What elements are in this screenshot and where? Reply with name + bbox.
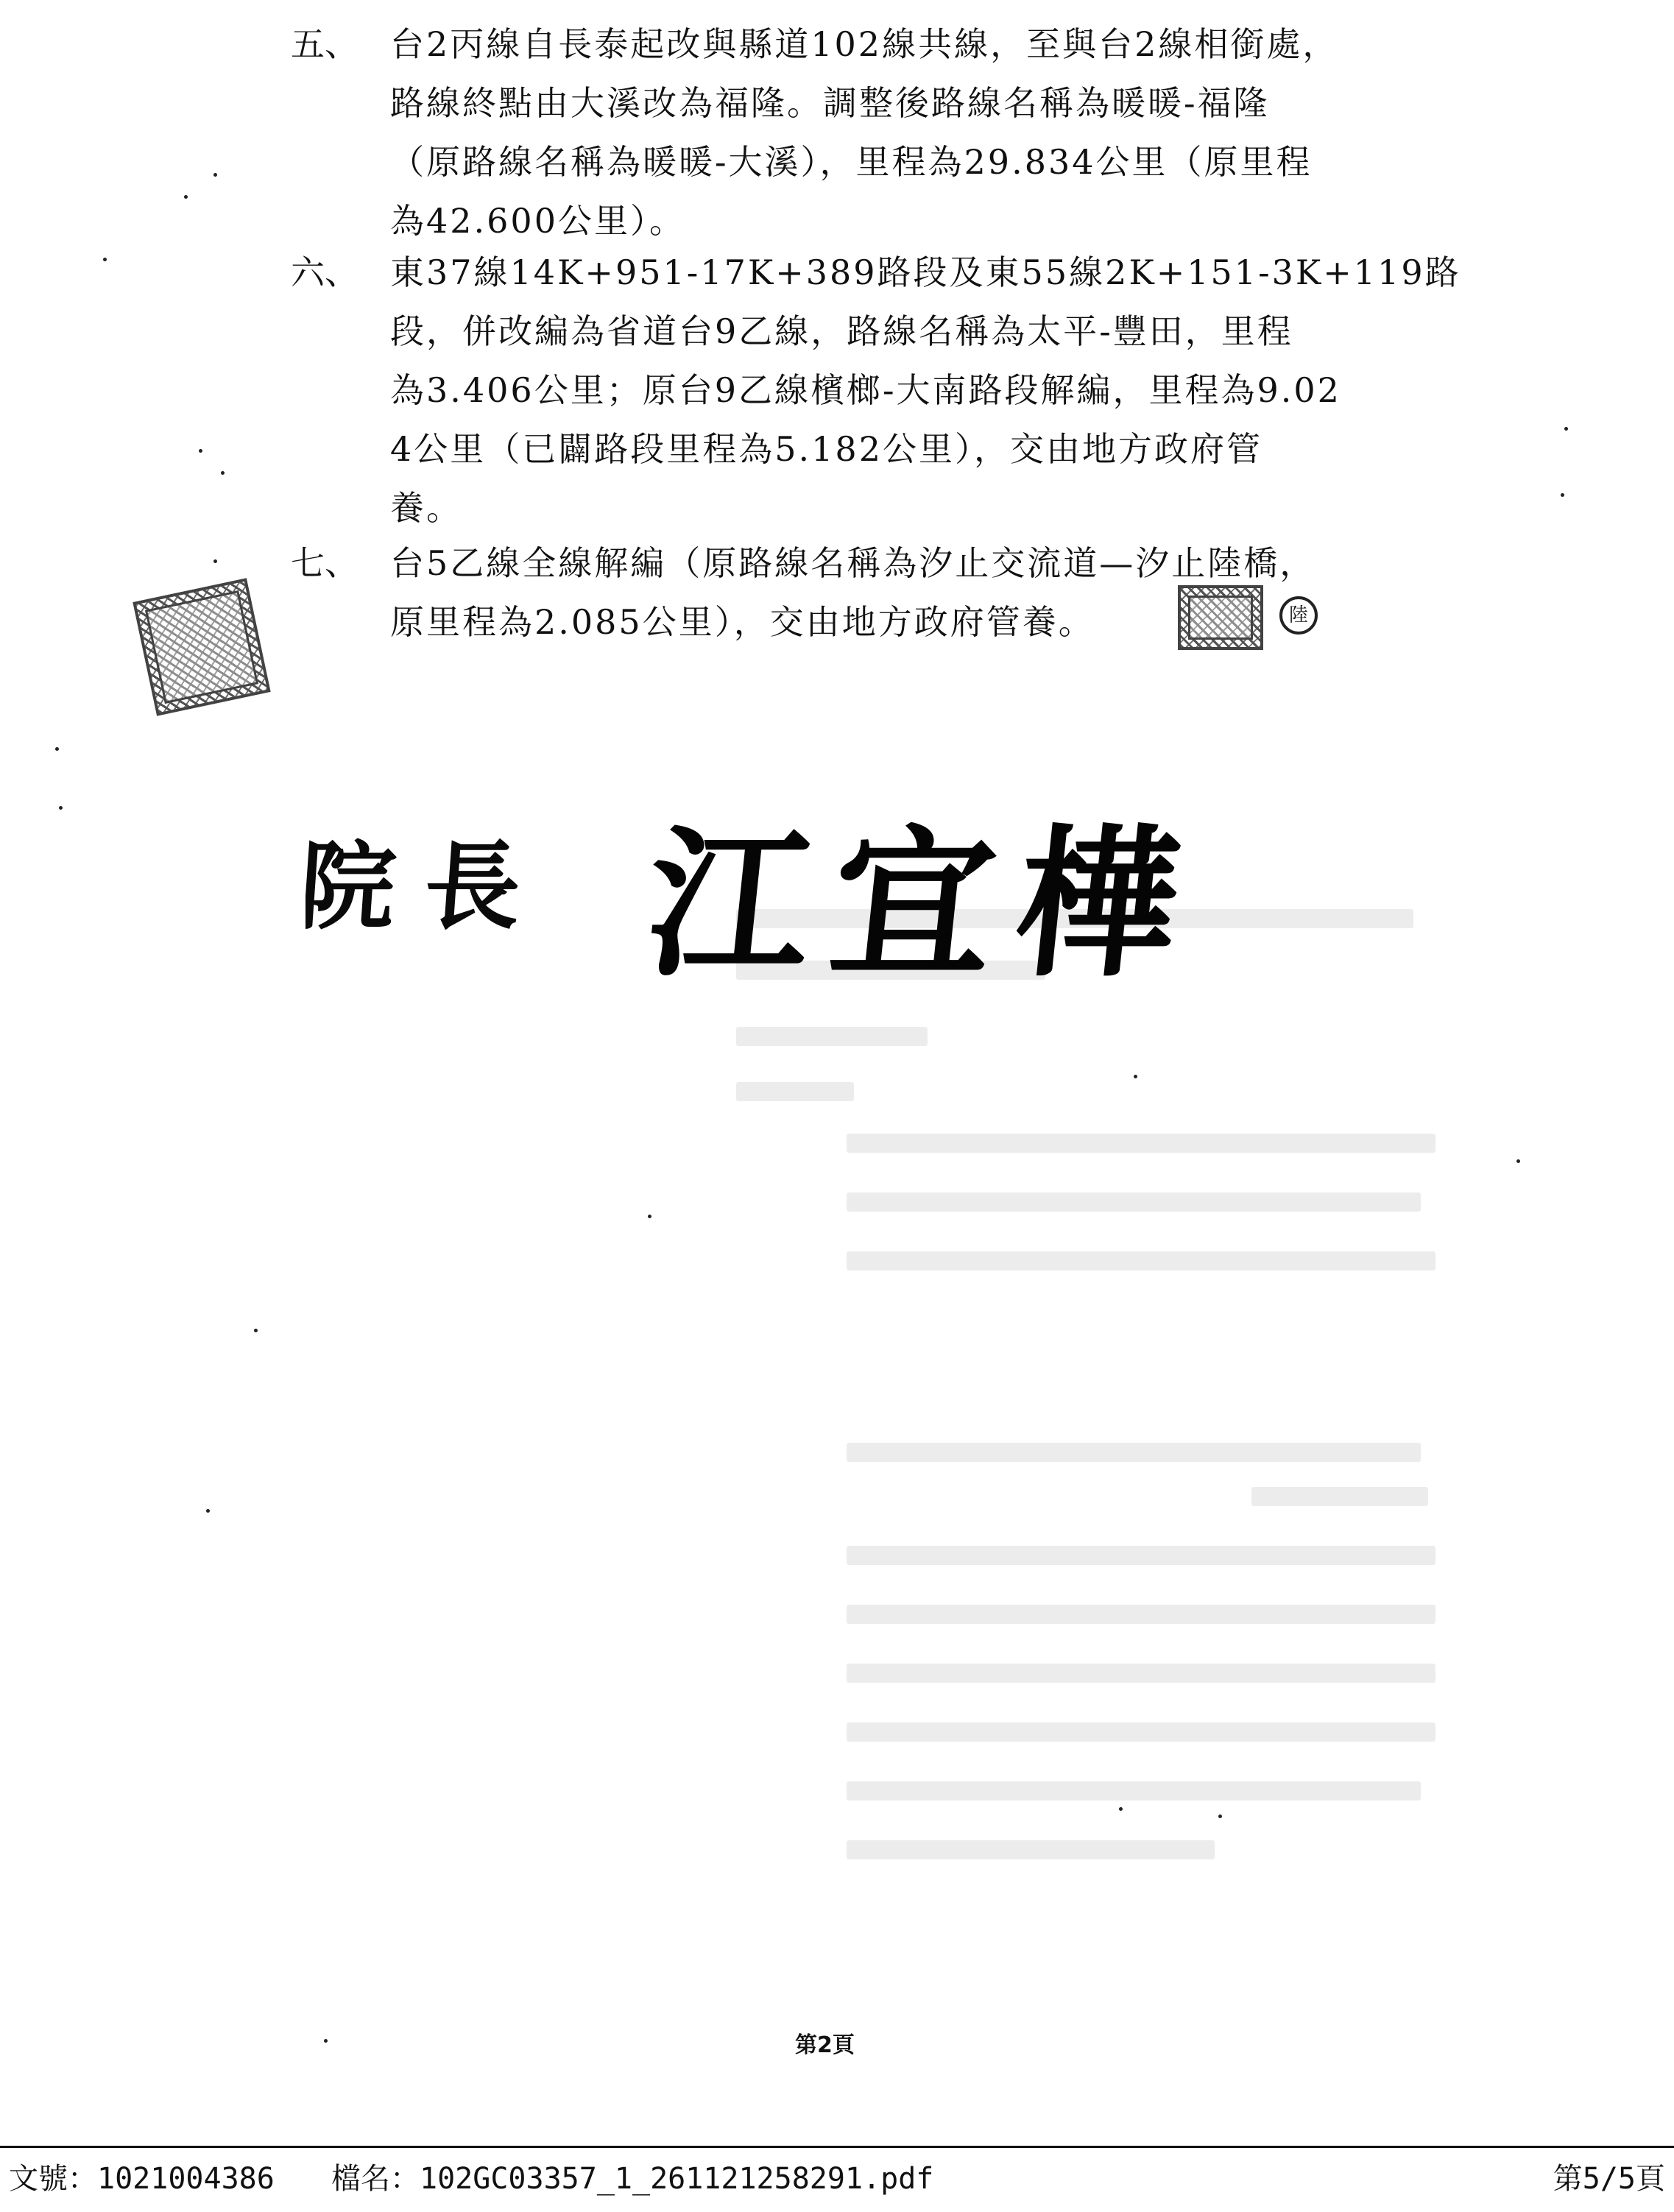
item-line: 東37線14K+951-17K+389路段及東55線2K+151-3K+119路 <box>390 252 1461 292</box>
item-line: 台5乙線全線解編（原路線名稱為汐止交流道—汐止陸橋， <box>390 543 1316 583</box>
item-line: （原路線名稱為暖暖-大溪），里程為29.834公里（原里程 <box>390 142 1313 182</box>
seal-inner <box>1188 596 1253 640</box>
item-line: 台2丙線自長泰起改與縣道102線共線，至與台2線相銜處， <box>390 24 1339 64</box>
signature-graphic <box>306 802 1262 1045</box>
item-line: 4公里（已闢路段里程為5.182公里），交由地方政府管 <box>390 429 1262 469</box>
item-line: 為3.406公里；原台9乙線檳榔-大南路段解編，里程為9.02 <box>390 370 1341 410</box>
item-number: 七、 <box>291 543 359 583</box>
list-item-6 <box>291 243 1469 537</box>
item-line: 路線終點由大溪改為福隆。調整後路線名稱為暖暖-福隆 <box>390 83 1270 123</box>
official-seal-left <box>133 578 270 715</box>
item-number: 六、 <box>291 252 359 292</box>
item-number: 五、 <box>291 24 359 64</box>
footer-divider <box>0 2146 1674 2148</box>
item-line: 原里程為2.085公里），交由地方政府管養。 <box>390 602 1095 642</box>
signature-title: 院長 <box>306 830 554 943</box>
list-item-7 <box>291 534 1469 651</box>
footer <box>0 2153 1674 2205</box>
seal-inner <box>145 590 258 704</box>
page-number: 第2頁 <box>795 2032 855 2058</box>
seal-mark: 陸 <box>1279 596 1318 635</box>
footer-doc-number: 文號：1021004386 <box>9 2162 275 2196</box>
official-seal-inline <box>1178 585 1263 650</box>
item-line: 養。 <box>390 488 462 528</box>
footer-page-count: 第5/5頁 <box>1553 2162 1665 2196</box>
footer-file-name: 檔名：102GC03357_1_261121258291.pdf <box>331 2162 934 2196</box>
list-item-5 <box>291 15 1469 250</box>
signature <box>306 802 1262 1045</box>
signature-name: 江宜樺 <box>638 809 1210 1000</box>
item-line: 段，併改編為省道台9乙線，路線名稱為太平-豐田，里程 <box>390 311 1293 351</box>
item-line: 為42.600公里）。 <box>390 201 685 241</box>
